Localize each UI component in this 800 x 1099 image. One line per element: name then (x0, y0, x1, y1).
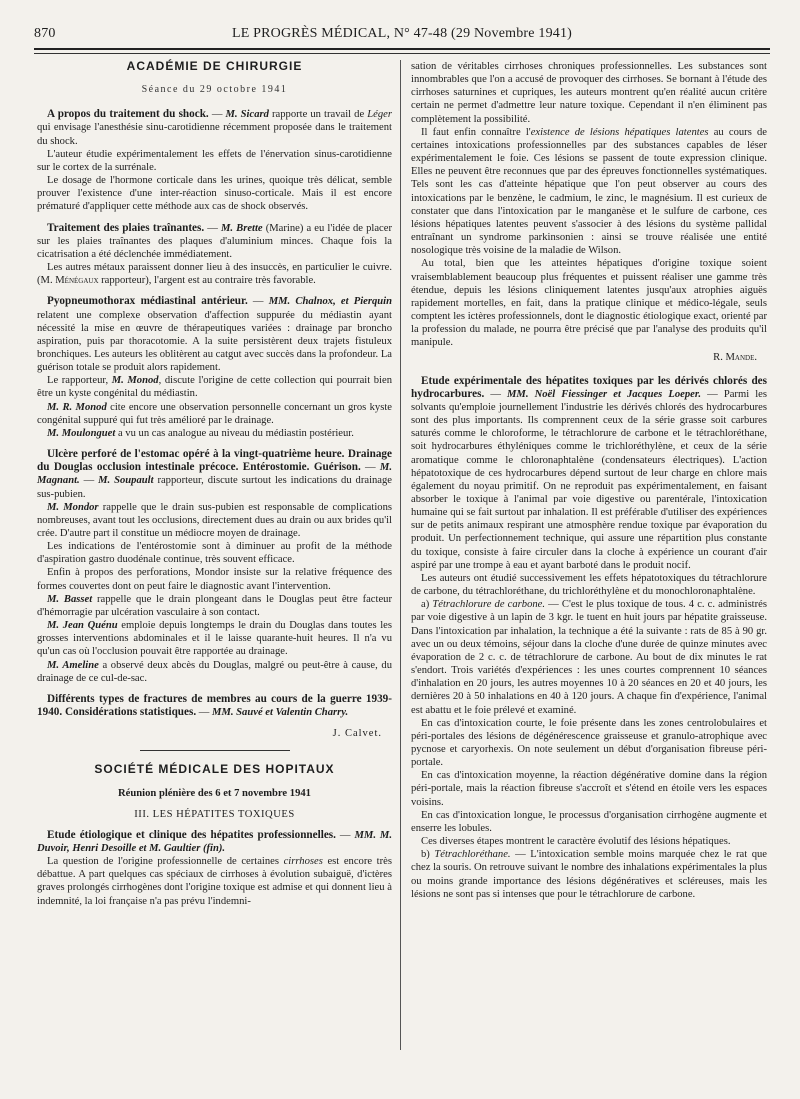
paragraph: La question de l'origine professionnelle de certaines (47, 856, 284, 868)
paragraph: En cas d'intoxication longue, le processus d'organisation cirrhogène augmente et enserre les lobules. (411, 809, 767, 834)
paragraph: a vu un cas analogue au niveau du médiastin postérieur. (115, 427, 354, 439)
author: MM. Chalnox, et Pierquin (268, 296, 392, 308)
paragraph: Il faut enfin connaître l' (421, 126, 531, 138)
paragraph: b) (421, 849, 435, 861)
term: existence de lésions hépatiques latentes (530, 126, 709, 138)
article-title: Pyopneumothorax médiastinal antérieur. (47, 295, 248, 308)
paragraph: cite encore une observation personnelle concernant un gros kyste congénital suppuré qui fut très amélioré par le drainage. (37, 401, 392, 426)
paragraph: Le dosage de l'hormone corticale dans les urines, quoique très délicat, semble prouver l'existence d'une inter-réaction sinuso-corticale. Mais il est encore prématuré d'appliquer cette méthode aux cas de shock observés. (37, 175, 392, 213)
article-text: qui envisage l'anesthésie sinu-carotidienne récemment proposée dans le traitement du shock. (37, 122, 392, 147)
author: MM. Sauvé et Valentin Charry. (212, 707, 349, 719)
article-text: (Marine) a eu l'idée de placer sur les plaies traînantes des plaques d'aluminium minces. Chaque fois la cicatrisation a été déclenchée immédiatement. (37, 222, 392, 260)
section-title-academie: ACADÉMIE DE CHIRURGIE (126, 59, 303, 73)
section-title-societe: SOCIÉTÉ MÉDICALE DES HOPITAUX (94, 762, 335, 777)
paragraph: Le rapporteur, (47, 375, 112, 387)
paragraph: a observé deux abcès du Douglas, malgré ou peut-être à cause, du drainage de ce cul-de-sac. (37, 659, 392, 684)
author: M. Basset (47, 593, 93, 605)
article-text: rapporte un travail de (268, 109, 368, 121)
author: M. Brette (220, 222, 263, 234)
author: M. Ameline (47, 659, 99, 671)
article-pyopneumothorax: Pyopneumothorax médiastinal antérieur. — MM. Chalnox, et Pierquin relatent une complexe observation d'affection suppurée du médiastin ayant nécessité la mise en œuvre de thérapeutiques variées : drainage par broncho aspiration, puis par thoracotomie. A la suite persistèrent deux trajets fistuleux bronchiques. Les auteurs les oblitèrent au catgut avec succès dans la profondeur. La guérison totale se produit alors rapidement. Le rapporteur, M. Monod, discute l'origine de cette collection qui pourrait bien être un kyste congénital du médiastin. M. R. Monod cite encore une observation personnelle concernant un gros kyste congénital suppuré qui fut très amélioré par le drainage. M. Moulonguet a vu un cas analogue au niveau du médiastin postérieur. (37, 295, 392, 439)
article-fractures: Différents types de fractures de membres au cours de la guerre 1939-1940. Considérations statistiques. — MM. Sauvé et Valentin Charry. (37, 692, 392, 719)
journal-title: LE PROGRÈS MÉDICAL, N° 47-48 (29 Novembre 1941) (231, 26, 573, 41)
article-title: Etude expérimentale des hépatites toxiques par les dérivés chlorés des hydrocarbures. (411, 374, 767, 400)
paragraph: Les autres métaux paraissent donner lieu à des insuccès, en particulier le cuivre. (M. (37, 262, 392, 287)
section-roman: III. LES HÉPATITES TOXIQUES (134, 808, 295, 820)
author: M. Sicard (225, 109, 269, 121)
paragraph: , discute l'origine de cette collection qui pourrait bien être un kyste congénital du médiastin. (37, 375, 392, 400)
paragraph: rappelle que le drain plongeant dans le Douglas peut être facteur d'hémorragie par ulcération vasculaire à son contact. (37, 593, 392, 618)
paragraph: En cas d'intoxication moyenne, la réaction dégénérative domine dans la région péri-portale, mais la réaction fibreuse s'accroît et s'étend en étoile vers les espaces voisins. (411, 770, 767, 808)
term: cirrhoses (283, 856, 323, 868)
left-column (37, 60, 392, 916)
paragraph: est encore très débattue. A part quelques cas spéciaux de cirrhoses à évolution subaiguë, d'ictères graves prolongés cirrhogènes dont l'origine toxique est admise et qui donnent lieu à indemnité, la loi française n'a pas prévu l'indemni- (37, 856, 392, 907)
signature: R. Mande. (713, 352, 757, 364)
paragraph: — L'intoxication semble moins marquée chez le rat que chez la souris. On retrouve suivant le nombre des inhalations expérimentales la plus ou moins grande importance des lésions dégénératives et scléreuses, mais les lésions ne sont pas si intenses que pour le tétrachlorure de carbone. (411, 849, 767, 900)
signature: J. Calvet. (332, 728, 382, 740)
author: M. Monod (111, 375, 159, 387)
article-text: Parmi les solvants qu'emploie journellement l'industrie les dérivés chlorés des hydrocarbures sont des plus importants. Ils comprennent ceux de la série grasse soit carbures saturés comme le chloroforme, le tétrachlorure de carbone et le tétrachloréthane, soit hydrocarbures éthyléniques comme le trichloréthylène, et ceux de la série aromatique comme le chloronaphtalène (condensateurs électriques). L'action hépatotoxique de ces hydrocarbures dépend surtout de leur charge en chlore mais également du noyau primitif. On ne reproduit pas expérimentalement, en faisant absorber le toxique à l'animal par voie digestive ou parentérale, l'intoxication humaine qui se fait surtout par inhalation. Il est préférable d'utiliser des expériences sur de petits animaux respirant une atmosphère rendue toxique par évaporation du produit. Un perfectionnement technique, qui assure une répartition plus constante du toxique, consiste à faire circuler dans la cloche à expérience un courant d'air aspiré par une trompe à eau et ayant barboté dans le produit nocif. (411, 388, 767, 571)
paragraph: L'auteur étudie expérimentalement les effets de l'énervation sinus-carotidienne sur le cortex de la surrénale. (37, 148, 392, 173)
paragraph: — C'est le plus toxique de tous. 4 c. c. administrés par voie digestive à un lapin de 3 kgr. le tuent en huit jours par hépatite graisseuse. Dans l'intoxication par inhalation, la technique a été la suivante : rats de 85 à 90 gr. avec un ou deux témoins, séjour dans la cloche d'une durée de quinze minutes avec évaporation de 2 c. c. de tétrachlorure de carbone. Au bout de dix minutes le rat s'endort. Trois variétés d'expériences : les unes courtes comprennent 10 séances d'inhalation en 20 jours, les autres moyennes 10 à 20 séances en 20 et 40 jours, les dernières 20 à 50 inhalations en 40 à 120 jours. A chaque fin d'expérience, l'animal est abattu et le foie prélevé et examiné. (411, 599, 767, 716)
paragraph: Enfin à propos des perforations, Mondor insiste sur la relative fréquence des formes couvertes dont on peut faire le diagnostic avant l'intervention. (37, 567, 392, 592)
author: M. Jean Quénu (47, 620, 118, 632)
paragraph: En cas d'intoxication courte, le foie présente dans les zones centrolobulaires et péri-portales des lésions de dégénérescence graisseuse et granulo-atrophique avec pycnose et caryorhexis. On note seulement un début d'organisation fibreuse péri-portale. (411, 717, 767, 769)
article-hepatites-professionnelles: Etude étiologique et clinique des hépatites professionnelles. — MM. M. Duvoir, Henri Desoille et M. Gaultier (fin). La question de l'origine professionnelle de certaines cirrhoses est encore très débattue. A part quelques cas spéciaux de cirrhoses à évolution subaiguë, d'ictères graves prolongés cirrhogènes dont l'origine toxique est admise et qui donnent lieu à indemnité, la loi française n'a pas prévu l'indemni- (37, 828, 393, 907)
article-plaies: Traitement des plaies traînantes. — M. Brette (Marine) a eu l'idée de placer sur les plaies traînantes des plaques d'aluminium minces. Chaque fois la cicatrisation a été déclenchée immédiatement. Les autres métaux paraissent donner lieu à des insuccès, en particulier le cuivre. (M. Ménégaux rapporteur), l'argent est au contraire très favorable. (37, 221, 392, 287)
article-ulcere: Ulcère perforé de l'estomac opéré à la vingt-quatrième heure. Drainage du Douglas occlusion intestinale précoce. Entérostomie. Guérison. — M. Magnant. — M. Soupault rapporteur, discute surtout les indications du drainage sus-pubien. M. Mondor rappelle que le drain sus-pubien est responsable de complications nombreuses, avant tout les occlusions, directement dues au drain ou aux brides qu'il crée. D'autre part il constitue un médiocre moyen de drainage. Les indications de l'entérostomie sont à diminuer au profit de la méthode d'aspiration gastro duodénale continue, très souvent efficace. Enfin à propos des perforations, Mondor insiste sur la relative fréquence des formes couvertes dont on peut faire le diagnostic avant l'intervention. M. Basset rappelle que le drain plongeant dans le Douglas peut être facteur d'hémorragie par ulcération vasculaire à son contact. M. Jean Quénu emploie depuis longtemps le drain du Douglas dans toutes les grosses interventions abdominales et il le laisse quarante-huit heures. Il n'a vu qu'un cas où l'occlusion pouvait être rapportée au drainage. M. Ameline a observé deux abcès du Douglas, malgré ou peut-être à cause, du drainage de ce cul-de-sac. (37, 448, 393, 684)
article-hepatites-toxiques: Etude expérimentale des hépatites toxiques par les dérivés chlorés des hydrocarbures. — MM. Noël Fiessinger et Jacques Loeper. — Parmi les solvants qu'emploie journellement l'industrie les dérivés chlorés des hydrocarbures sont des plus importants. Ils comprennent ceux de la série grasse soit carbures saturés comme le chloroforme, le tétrachlorure de carbone et le tétrachloréthane, soit hydrocarbures éthyléniques comme le trichloréthylène, et ceux de la série aromatique comme le chloronaphtalène (condensateurs électriques). L'action hépatotoxique de ces hydrocarbures dépend surtout de leur charge en chlore mais également du noyau primitif. On ne reproduit pas expérimentalement, en faisant absorber le toxique à l'animal par voie digestive ou parentérale, l'intoxication humaine qui se fait surtout par inhalation. Il est préférable d'utiliser des expériences sur de petits animaux respirant une atmosphère rendue toxique par évaporation du produit. Un perfectionnement technique, qui assure une répartition plus constante du toxique, consiste à faire circuler dans la cloche à expérience un courant d'air aspiré par une trompe à eau et ayant barboté dans le produit nocif. Les auteurs ont étudié successivement les effets hépatotoxiques du tétrachlorure de carbone, du tétrachloréthane, du trichloréthylène et du monochloronaphtalène. a) Tétrachlorure de carbone. — C'est le plus toxique de tous. 4 c. c. administrés par voie digestive à un lapin de 3 kgr. le tuent en huit jours par hépatite graisseuse. Dans l'intoxication par inhalation, la technique a été la suivante : rats de 85 à 90 gr. avec un ou deux témoins, séjour dans la cloche d'une durée de quinze minutes avec évaporation de 2 c. c. de tétrachlorure de carbone. Au bout de dix minutes le rat s'endort. Trois variétés d'expériences : les unes courtes comprennent 10 séances d'inhalation en 20 jours, les autres moyennes 10 à 20 séances en 20 et 40 jours, les dernières 20 à 50 inhalations en 40 à 120 jours. A chaque fin d'expérience, l'animal est abattu et le foie prélevé et examiné. En cas d'intoxication courte, le foie présente dans les zones centrolobulaires et péri-portales des lésions de dégénérescence graisseuse et granulo-atrophique avec pycnose et caryorhexis. On note seulement un début d'organisation fibreuse péri-portale. En cas d'intoxication moyenne, la réaction dégénérative domine dans la région péri-portale, mais la réaction fibreuse s'accroît et s'étend en étoile vers les espaces voisins. En cas d'intoxication longue, le processus d'organisation cirrhogène augmente et enserre les lobules. Ces diverses étapes montrent le caractère évolutif des lésions hépatiques. b) Tétrachloréthane. — L'intoxication semble moins marquée chez le rat que chez la souris. On retrouve suivant le nombre des inhalations expérimentales la plus ou moins grande importance des lésions dégénératives et scléreuses, mais les lésions ne sont pas si intenses que pour le tétrachlorure de carbone. (411, 374, 767, 900)
paragraph: emploie depuis longtemps le drain du Douglas dans toutes les grosses interventions abdominales et il le laisse quarante-huit heures. Il n'a vu qu'un cas où l'occlusion pouvait être rapportée au drainage. (37, 620, 392, 658)
author: Léger (367, 109, 392, 121)
author: M. Magnant. (37, 462, 392, 487)
right-column (411, 60, 767, 909)
article-title: Différents types de fractures de membres au cours de la guerre 1939-1940. Considérations statistiques. (37, 692, 392, 719)
meeting-subtitle: Réunion plénière des 6 et 7 novembre 1941 (118, 787, 311, 799)
column-divider (400, 60, 401, 1050)
paragraph: au cours de certaines intoxications professionnelles par des substances capables de léser expérimentalement le foie. Ces lésions se passent de toute expression clinique. Elles ne peuvent être reconnues que par des épreuves fonctionnelles systématiques. Tels sont les cas d'atteinte hépatique que l'on peut observer au cours des intoxications par le benzène, le cadmium, le zinc, le magnésium. Il est curieux de constater que dans l'intoxication par le manganèse et le sulfure de carbone, ces lésions hépatiques latentes peuvent s'associer à des lésions du système pallidal entraînant un syndrome parkinsonien : ainsi se trouve réalisée une entité nosologique très voisine de la maladie de Wilson. (411, 126, 767, 257)
term: Tétrachlorure de carbone. (432, 599, 546, 611)
paragraph: rapporteur), l'argent est au contraire très favorable. (98, 275, 316, 287)
header-rule-thin (34, 53, 770, 54)
article-title: Traitement des plaies traînantes. (47, 221, 205, 234)
author: M. Mondor (47, 501, 99, 513)
page-header (34, 26, 770, 48)
article-shock: A propos du traitement du shock. — M. Sicard rapporte un travail de Léger qui envisage l'anesthésie sinu-carotidienne récemment proposée dans le traitement du shock. L'auteur étudie expérimentalement les effets de l'énervation sinus-carotidienne sur le cortex de la surrénale. Le dosage de l'hormone corticale dans les urines, quoique très délicat, semble prouver l'existence d'une inter-réaction sinuso-corticale. Mais il est encore prématuré d'appliquer cette méthode aux cas de shock observés. (37, 108, 392, 213)
article-title: Etude étiologique et clinique des hépatites professionnelles. (47, 828, 336, 841)
author: MM. M. Duvoir, Henri Desoille et M. Gaultier (fin). (37, 829, 393, 854)
paragraph: Ces diverses étapes montrent le caractère évolutif des lésions hépatiques. (421, 836, 731, 848)
article-text: relatent une complexe observation d'affection suppurée du médiastin ayant nécessité la mise en œuvre de thérapeutiques variées : drainage par broncho aspiration, puis par thoracotomie. A la suite persistèrent deux trajets fistuleux bronchiques. Les auteurs les oblitèrent au catgut avec succès dans la profondeur. La guérison totale se produit alors rapidement. (37, 309, 392, 374)
paragraph: Au total, bien que les atteintes hépatiques d'origine toxique soient vraisemblablement beaucoup plus fréquentes et puissent réaliser une gamme très étendue, depuis les lésions cliniquement latentes jusqu'aux atrophies aiguës rapidement mortelles, en fait, dans la pratique clinique et médico-légale, seuls comptent les ictères professionnels, dont le diagnostic étiologique exact, orienté par la profession du malade, ne pourra être précisé que par l'analyse des produits qu'il manipule. (411, 258, 767, 349)
paragraph: a) (421, 599, 433, 611)
paragraph: rappelle que le drain sus-pubien est responsable de complications nombreuses, avant tout les occlusions, directement dues au drain ou aux brides qu'il crée. D'autre part il constitue un médiocre moyen de drainage. (37, 501, 392, 539)
author: M. Moulonguet (47, 427, 116, 439)
term: Tétrachloréthane. (434, 849, 511, 861)
article-title: A propos du traitement du shock. (47, 108, 209, 121)
header-rule (34, 48, 770, 50)
article-title: Ulcère perforé de l'estomac opéré à la vingt-quatrième heure. Drainage du Douglas occlusion intestinale précoce. Entérostomie. Guérison. (37, 448, 392, 474)
author: M. R. Monod (47, 401, 107, 413)
author: Ménégaux (55, 275, 99, 287)
paragraph: sation de véritables cirrhoses chroniques professionnelles. Les substances sont innombrables que l'on a accusé de provoquer des cirrhoses. Se bornant à l'étude des cirrhoses saturnines et cupriques, les auteurs montrent qu'en réalité aucun critère certain ne permet d'admettre leur nature toxique. Cependant il n'en éliminent pas complètement la possibilité. (411, 61, 767, 125)
author: MM. Noël Fiessinger et Jacques Loeper. (507, 388, 702, 400)
author: M. Soupault (98, 475, 154, 487)
section-separator (140, 750, 290, 751)
session-date: Séance du 29 octobre 1941 (141, 84, 288, 96)
paragraph: Les auteurs ont étudié successivement les effets hépatotoxiques du tétrachlorure de carbone, du tétrachloréthane, du trichloréthylène et du monochloronaphtalène. (411, 572, 767, 598)
article-text: rapporteur, discute surtout les indications du drainage sus-pubien. (37, 475, 393, 500)
page-number: 870 (34, 26, 56, 41)
paragraph: Les indications de l'entérostomie sont à diminuer au profit de la méthode d'aspiration gastro duodénale continue, très souvent efficace. (37, 541, 392, 566)
